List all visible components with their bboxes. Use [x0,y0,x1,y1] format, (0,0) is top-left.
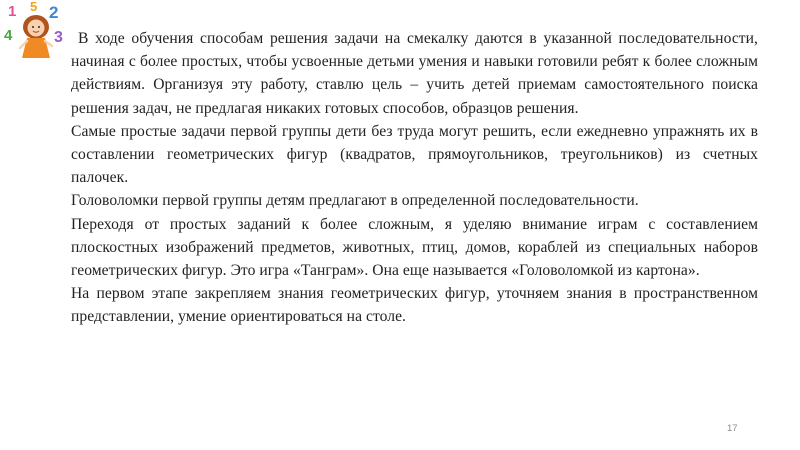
paragraph: В ходе обучения способам решения задачи на смекалку даются в указанной последовательности, начиная с более простых, чтобы усвоенные детьми умения и навыки готовили ребят к более сложным действиям. Организуя эту работу, ставлю цель – учить детей приемам самостоятельного поиска решения задач, не предлагая никаких готовых способов, образцов решения. [71,30,758,117]
digit-3: 3 [54,29,63,46]
digit-2: 2 [49,3,59,22]
paragraph: Переходя от простых заданий к более сложным, я уделяю внимание играм с составлением плоскостных изображений предметов, животных, птиц, домов, кораблей из специальных наборов геометрических фигур. Это игра «Танграм». Она еще называется «Головоломкой из картона». [71,215,758,280]
girl-figure [20,15,52,58]
digit-4: 4 [4,27,13,44]
digit-1: 1 [8,3,17,20]
digit-5: 5 [30,0,38,14]
page-number: 17 [727,423,738,434]
main-text [71,27,758,329]
paragraph: Головоломки первой группы детям предлагают в определенной последовательности. [71,192,639,210]
paragraph: На первом этапе закрепляем знания геометрических фигур, уточняем знания в пространственном представлении, умение ориентироваться на столе. [71,285,758,326]
paragraph: Самые простые задачи первой группы дети без труда могут решить, если ежедневно упражнять их в составлении геометрических фигур (квадратов, прямоугольников, треугольников) из счетных палочек. [71,122,758,187]
girl-with-numbers-icon [0,0,72,58]
girl-face [28,20,45,37]
